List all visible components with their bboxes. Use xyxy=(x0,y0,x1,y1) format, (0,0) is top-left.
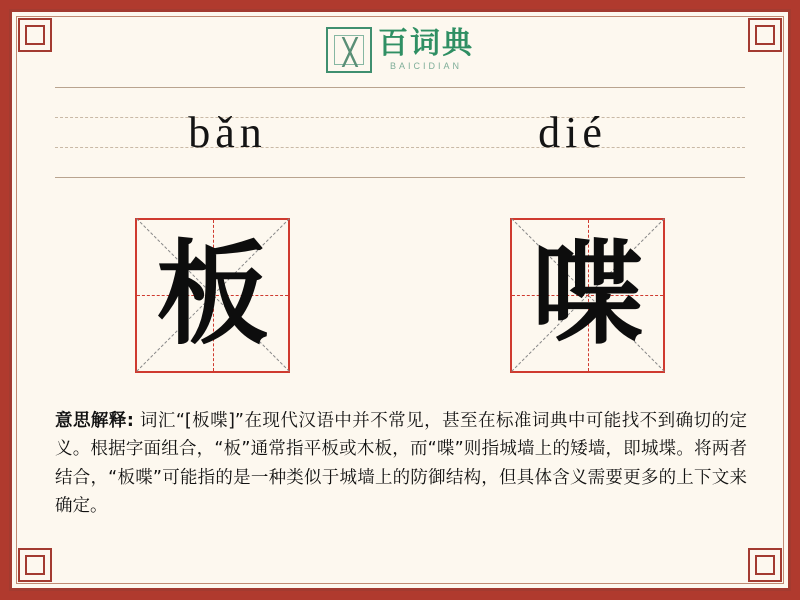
explanation-text: 词汇“[板喋]”在现代汉语中并不常见，甚至在标准词典中可能找不到确切的定义。根据字面组合，“板”通常指平板或木板，而“喋”则指城墙上的矮墙，即城堞。将两者结合，“板喋”可能指的是一种类似于城墙上的防御结构，但具体含义需要更多的上下文来确定。 xyxy=(55,411,747,517)
pinyin-cell xyxy=(55,95,400,169)
page-content xyxy=(25,25,775,575)
pinyin-cell xyxy=(400,95,745,169)
character-cell xyxy=(400,210,775,380)
character-glyph: 板 xyxy=(156,230,269,360)
brand-text xyxy=(378,26,474,71)
character-grid-row xyxy=(25,210,775,380)
brand-name-cn: 百词典 xyxy=(378,26,474,61)
pinyin-text: bǎn xyxy=(188,107,267,157)
brand-logo xyxy=(326,27,474,73)
character-glyph: 喋 xyxy=(531,230,644,360)
tianzige-box xyxy=(510,218,665,373)
dictionary-seal-icon xyxy=(326,27,372,73)
staff-line-bottom xyxy=(55,177,745,178)
tianzige-box xyxy=(135,218,290,373)
explanation-label: 意思解释: xyxy=(55,411,134,431)
pinyin-row xyxy=(55,95,745,169)
brush-stroke-decoration xyxy=(338,37,362,67)
pinyin-text: dié xyxy=(538,107,607,157)
character-cell xyxy=(25,210,400,380)
staff-line-top xyxy=(55,87,745,88)
explanation-block xyxy=(55,407,747,520)
pinyin-staff xyxy=(55,87,745,179)
brand-name-en: BAICIDIAN xyxy=(389,61,462,71)
